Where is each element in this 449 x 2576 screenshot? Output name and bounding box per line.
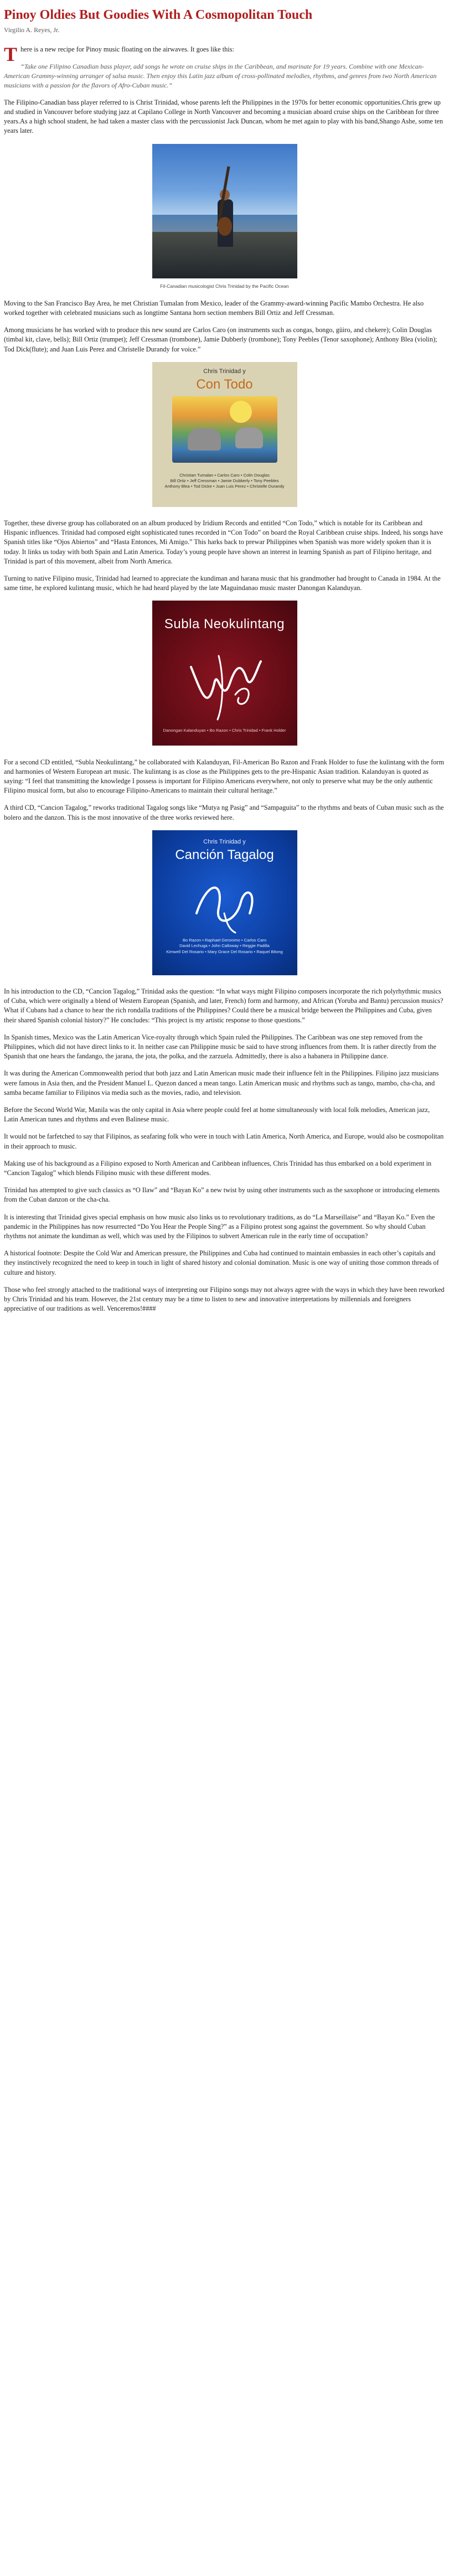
tagalog-figure [4, 830, 445, 978]
paragraph-7: A third CD, “Cancion Tagalog,” reworks traditional Tagalog songs like “Mutya ng Pasig” and “Sampaguita” to the rhythms and beats of Cuban music such as the bolero and the danzon. This is the most innovative of the three works reviewed here. [4, 804, 444, 821]
tagalog-title: Canción Tagalog [175, 847, 274, 862]
tagalog-credits [152, 938, 297, 955]
paragraph-14: Trinidad has attempted to give such classics as “O Ilaw” and “Bayan Ko” a new twist by using other instruments such as the saxophone or introducing elements from the Cuban danzon or the cha-cha. [4, 1186, 440, 1204]
paragraph-1: The Filipino-Canadian bass player referred to is Christ Trinidad, whose parents left the Philippines in the 1970s for better economic opportunities.Chris grew up and studied in Vancouver before studying jazz at Capilano College in North Vancouver and becoming a musician aboard cruise ships on the Caribbean for three years.As a high school student, he had taken a master class with the percussionist Jack Duncan, whom he met again to play with his band,Shango Ashe, some ten years later. [4, 98, 443, 135]
con-todo-cover [152, 362, 297, 507]
subla-title: Subla Neokulintang [164, 617, 285, 632]
pull-quote: “Take one Filipino Canadian bass player, add songs he wrote on cruise ships in the Caribbean, and marinate for 19 years. Combine with one Mexican-American Grammy-winning arranger of salsa music. Then enjoy this Latin jazz album of cross-pollinated melodies, rhythms, and genres from two North American musicians with a passion for the flavors of Afro-Cuban music.” [4, 63, 437, 89]
tagalog-cover [152, 830, 297, 975]
paragraph-6: For a second CD entitled, “Subla Neokulintang,” he collaborated with Kalanduyan, Fil-American Bo Razon and Frank Holder to fuse the kulintang with the form and harmonies of Western European art music. The kulintang is as close as the Philippines gets to the pre-Hispanic Asian tradition. Kalanduyan is quoted as saying: “I feel that transmitting the knowledge I possess is important for Filipino Americans everywhere, not only to preserve what may be the only authentic Filipino musical form, but also to encourage Filipino-Americans to maintain their cultural heritage.” [4, 758, 445, 795]
trinidad-photo [152, 144, 297, 278]
paragraph-2: Moving to the San Francisco Bay Area, he met Christian Tumalan from Mexico, leader of the Grammy-award-winning Pacific Mambo Orchestra. He also worked together with celebrated musicians such as longtime Santana horn section members Bill Ortiz and Jeff Cressman. [4, 299, 424, 317]
con-todo-credit-line: Anthony Blea • Tod Dicke • Juan Luis Perez • Christelle Durandy [164, 484, 285, 489]
tagalog-credit-line: Bo Razon • Raphael Geronimo • Carlos Caro [182, 937, 267, 943]
intro-paragraph [4, 43, 445, 66]
drop-cap: T [4, 43, 18, 66]
intro-text: here is a new recipe for Pinoy music floating on the airwaves. It goes like this: [20, 45, 234, 54]
paragraph-11: Before the Second World War, Manila was the only capital in Asia where people could feel at home simultaneously with local folk melodies, American jazz, Latin American tunes and rhythms and even Balinese music. [4, 1105, 430, 1124]
paragraph-17: Those who feel strongly attached to the traditional ways of interpreting our Filipino songs may not always agree with the ways in which they have been reworked by Chris Trinidad and his team. However, the 21st century may be a time to listen to new and innovative interpretations by millennials and foreigners appreciative of our traditions as well. Venceremos!#### [4, 1285, 445, 1313]
photo-caption: Fil-Canadian musicologist Chris Trinidad by the Pacific Ocean [160, 283, 289, 289]
subla-cover [152, 601, 297, 746]
article-title: Pinoy Oldies But Goodies With A Cosmopolitan Touch [4, 8, 313, 22]
con-todo-credit-line: Bill Ortiz • Jeff Cressman • Jamie Dubberly • Tony Peebles [170, 478, 279, 483]
con-todo-title: Con Todo [196, 376, 253, 392]
subla-credits: Danongan Kalanduyan • Bo Razon • Chris Trinidad • Frank Holder [163, 728, 286, 733]
paragraph-10: It was during the American Commonwealth period that both jazz and Latin American music made their influence felt in the Philippines. Filipino jazz musicians were famous in Asia then, and the President Manuel L. Quezon danced a mean tango. Latin American music and rhythms such as tango, mambo, cha-cha, and samba became familiar to Filipinos via media such as the movies, radio, and television. [4, 1069, 439, 1096]
paragraph-3: Among musicians he has worked with to produce this new sound are Carlos Caro (on instruments such as congas, bongo, güiro, and chekere); Colin Douglas (timbal kit, clave, bells); Bill Ortiz (trumpet); Jeff Cressman (trombone), Jamie Dubberly (trombone); Tony Peebles (Tenor saxophone); Anthony Blea (violin); Tod Dick(flute); and Juan Luis Perez and Christelle Durandy for voice.” [4, 326, 437, 353]
paragraph-12: It would not be farfetched to say that Filipinos, as seafaring folk who were in touch with Latin America, North America, and Europe, would also be cosmopolitan in their approach to music. [4, 1132, 444, 1150]
subla-figure [4, 601, 445, 748]
tagalog-credit-line: David Lechuga • John Calloway • Reggie Padilla [179, 943, 270, 949]
paragraph-5: Turning to native Filipino music, Trinidad had learned to appreciate the kundiman and harana music that his grandmother had brought to Canada in 1984. At the same time, he explored kulintang music, which he had heard played by the late Maguindanao music master Danongan Kalanduyan. [4, 574, 441, 592]
paragraph-9: In Spanish times, Mexico was the Latin American Vice-royalty through which Spain ruled the Philippines. The Caribbean was one step removed from the Philippines, which did not have direct links to it. In neither case can Philippine music be said to have strong influences from them. It is rather directly from the Spanish that one hears the fandango, the jarana, the jota, the polka, and the zarzuela. Admittedly, there is also a habanera in Philippine dance. [4, 1033, 437, 1061]
article-byline: Virgilio A. Reyes, Jr. [4, 26, 60, 34]
con-todo-artist: Chris Trinidad y [203, 368, 246, 375]
con-todo-figure [4, 362, 445, 510]
paragraph-4: Together, these diverse group has collaborated on an album produced by Iridium Records and entitled “Con Todo,” which is notable for its Caribbean and Hispanic influences. Trinidad had composed eight sophisticated tunes recorded in “Con Todo” on board the Royal Caribbean cruise ships. Indeed, his songs have Spanish titles like “Ojos Abiertos” and “Hasta Entonces, Mi Amigo.” This harks back to prewar Philippines when Spanish was more widely spoken than it is today. It links us today with both Spain and Latin America. Today’s young people have shown an interest in learning Spanish as part of Filipino heritage, and Trinidad is part of this movement, albeit from North America. [4, 519, 443, 565]
photo-figure [4, 144, 445, 290]
calligraphy-logo [152, 601, 297, 746]
paragraph-16: A historical footnote: Despite the Cold War and American pressure, the Philippines and Cuba had continued to maintain embassies in each other’s capitals and they instinctively recognized the need to keep in touch in light of shared history and colonial domination. Music is one way of uniting those common threads of culture and history. [4, 1249, 439, 1276]
tagalog-credit-line: Kimwell Del Rosario • Mary Grace Del Rosario • Raquel Bitong [166, 949, 283, 954]
con-todo-credit-line: Christian Tumalan • Carlos Caro • Colin Douglas [179, 472, 270, 478]
paragraph-8: In his introduction to the CD, “Cancion Tagalog,” Trinidad asks the question: “In what ways might Filipino composers incorporate the rich polyrhythmic musics of Cuba, which were originally a blend of Western European (Spanish, and later, French) form and harmony, and African (Yoruba and Bantu) percussion musics? What if Cubans had a chance to hear the rich rondalla traditions of the Philippines? Could there be a musical bridge between the Philippines and Cuba, given their shared Spanish colonial history?” He concludes: “This project is my artistic response to those questions.” [4, 987, 443, 1024]
paragraph-15: It is interesting that Trinidad gives special emphasis on how music also links us to revolutionary traditions, as do “La Marseillaise” and “Bayan Ko.” Even the pandemic in the Philippines has now resurrected “Do You Hear the People Sing?” as a Filipino protest song against the government. So why should Cuban rhythms not animate the kundiman as well, which was used by the Filipinos to subvert American rule in the early time of occupation? [4, 1213, 435, 1240]
tagalog-artist: Chris Trinidad y [203, 838, 246, 845]
paragraph-13: Making use of his background as a Filipino exposed to North American and Caribbean influences, Chris Trinidad has thus embarked on a bold experiment in “Cancion Tagalog” which blends Filipino music with these different modes. [4, 1159, 432, 1177]
con-todo-credits [152, 473, 297, 490]
